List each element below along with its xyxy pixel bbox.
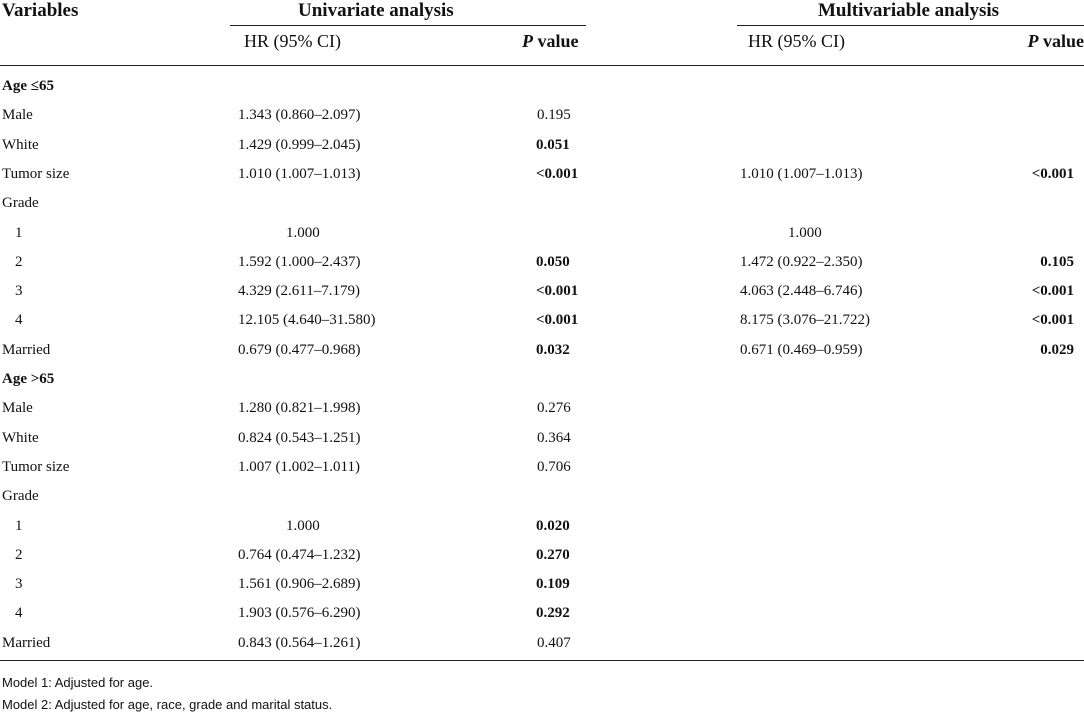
p-letter: P [1027,31,1039,51]
variable-cell: 1 [15,224,23,241]
hr-univariate-cell: 1.000 [286,224,320,241]
table-bottom-rule [0,660,1084,661]
hr-univariate-cell: 4.329 (2.611–7.179) [238,283,360,300]
header-univariate: Univariate analysis [298,0,454,21]
p-univariate-cell: 0.050 [536,253,570,270]
table-row [0,312,1084,341]
p-univariate-cell: 0.109 [536,576,570,593]
header-p-multivariable [1027,31,1084,52]
hr-multivariable-cell: 1.000 [788,224,822,241]
variable-cell: Tumor size [2,458,70,475]
table-row [0,430,1084,459]
table-row [0,225,1084,254]
hr-univariate-cell: 1.280 (0.821–1.998) [238,400,361,417]
hr-multivariable-cell: 1.472 (0.922–2.350) [740,253,863,270]
footnote-model-2: Model 2: Adjusted for age, race, grade and marital status. [2,697,333,712]
hr-univariate-cell: 1.010 (1.007–1.013) [238,165,361,182]
hr-univariate-cell: 0.764 (0.474–1.232) [238,546,361,563]
table-row [0,137,1084,166]
variable-cell: Age ≤65 [2,78,54,94]
p-univariate-cell: <0.001 [536,283,579,300]
p-univariate-cell: 0.407 [537,634,571,651]
p-univariate-cell: 0.276 [537,400,571,417]
hr-univariate-cell: 0.824 (0.543–1.251) [238,429,361,446]
variable-cell: Age >65 [2,371,55,387]
hr-multivariable-cell: 0.671 (0.469–0.959) [740,341,863,358]
hr-multivariable-cell: 4.063 (2.448–6.746) [740,283,863,300]
variable-cell: White [2,429,39,446]
table-row [0,576,1084,605]
group-row [0,371,1084,400]
variable-cell: 2 [15,546,23,563]
table-row [0,195,1084,224]
p-letter: P [522,31,533,51]
p-univariate-cell: 0.292 [536,605,570,622]
p-multivariable-cell: 0.105 [1040,253,1074,270]
table-row [0,459,1084,488]
table-row [0,166,1084,195]
p-univariate-cell: 0.051 [536,136,570,153]
variable-cell: 4 [15,605,23,622]
table-row [0,107,1084,136]
table-row [0,283,1084,312]
header-bottom-rule [0,65,1084,66]
hr-univariate-cell: 1.007 (1.002–1.011) [238,458,360,475]
p-univariate-cell: 0.032 [536,341,570,358]
hr-univariate-cell: 0.843 (0.564–1.261) [238,634,361,651]
variable-cell: Married [2,341,51,358]
table-row [0,547,1084,576]
variable-cell: Grade [2,488,39,505]
header-p-univariate [522,31,579,52]
table-row [0,254,1084,283]
table-row [0,605,1084,634]
hr-univariate-cell: 12.105 (4.640–31.580) [238,312,376,329]
footnotes [0,672,332,716]
p-univariate-cell: 0.020 [536,517,570,534]
hr-univariate-cell: 1.903 (0.576–6.290) [238,605,361,622]
hr-univariate-cell: 1.000 [286,517,320,534]
variable-cell: White [2,136,39,153]
hr-multivariable-cell: 1.010 (1.007–1.013) [740,165,863,182]
group-row [0,78,1084,107]
variable-cell: 3 [15,283,23,300]
variable-cell: Grade [2,195,39,212]
p-value-word: value [1038,31,1084,51]
p-multivariable-cell: <0.001 [1031,165,1074,182]
hr-univariate-cell: 1.429 (0.999–2.045) [238,136,361,153]
table-row [0,342,1084,371]
p-univariate-cell: <0.001 [536,165,579,182]
hr-univariate-cell: 1.592 (1.000–2.437) [238,253,361,270]
multivariable-span-rule [737,25,1084,26]
header-multivariable: Multivariable analysis [818,0,1000,21]
variable-cell: Married [2,634,51,651]
p-multivariable-cell: 0.029 [1040,341,1074,358]
p-univariate-cell: <0.001 [536,312,579,329]
variable-cell: Male [2,400,33,417]
variable-cell: 1 [15,517,23,534]
hr-univariate-cell: 1.561 (0.906–2.689) [238,576,361,593]
table-row [0,400,1084,429]
p-univariate-cell: 0.706 [537,458,571,475]
header-variables: Variables [2,0,79,21]
hr-univariate-cell: 1.343 (0.860–2.097) [238,107,361,124]
table-row [0,488,1084,517]
variable-cell: Male [2,107,33,124]
p-multivariable-cell: <0.001 [1031,312,1074,329]
p-multivariable-cell: <0.001 [1031,283,1074,300]
p-value-word: value [533,31,579,51]
table-row [0,518,1084,547]
univariate-span-rule [230,25,586,26]
variable-cell: 3 [15,576,23,593]
p-univariate-cell: 0.270 [536,546,570,563]
header-hr-multivariable: HR (95% CI) [748,31,845,51]
variable-cell: Tumor size [2,165,70,182]
p-univariate-cell: 0.195 [537,107,571,124]
hr-univariate-cell: 0.679 (0.477–0.968) [238,341,361,358]
variable-cell: 4 [15,312,23,329]
p-univariate-cell: 0.364 [537,429,571,446]
variable-cell: 2 [15,253,23,270]
footnote-model-1: Model 1: Adjusted for age. [2,675,154,690]
hr-multivariable-cell: 8.175 (3.076–21.722) [740,312,870,329]
header-hr-univariate: HR (95% CI) [244,31,341,51]
